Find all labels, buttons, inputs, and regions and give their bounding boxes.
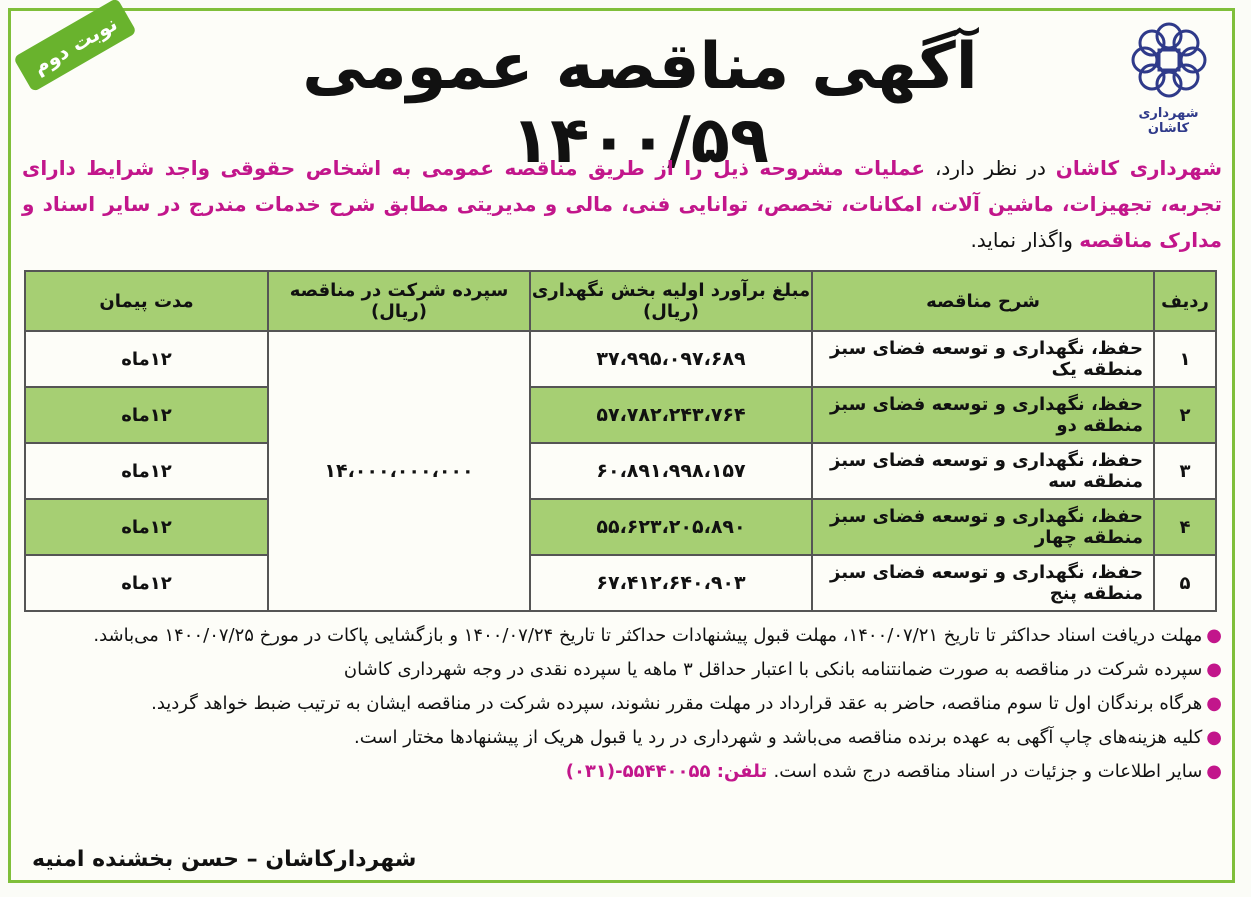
header-row-no: ردیف: [1154, 271, 1216, 331]
municipality-logo: [1121, 20, 1216, 140]
org-name: شهرداری کاشان: [1055, 156, 1222, 180]
phone-number: ۵۵۴۴۰۰۵۵-(۰۳۱): [565, 761, 711, 782]
deadline-text: مهلت دریافت اسناد حداکثر تا تاریخ ۱۴۰۰/۰۷/۲۱، مهلت قبول پیشنهادات حداکثر تا تاریخ ۱۴۰۰/۰۷/۲۴ و بازگشایی پاکات در مورخ ۱۴۰۰/۰۷/۲۵ می‌باشد.: [93, 625, 1203, 646]
intro-part-2: عملیات مشروحه ذیل را از طریق مناقصه عمومی به اشخاص حقوقی واجد شرایط دارای تجربه، تجهیزات، ماشین آلات، امکانات، تخصص، توانایی فنی، مالی و مدیریتی مطابق شرح خدمات مندرج در سایر اسناد و مدارک مناقصه: [22, 156, 1222, 252]
intro-paragraph: [22, 150, 1222, 258]
row-duration: ۱۲ماه: [25, 331, 268, 387]
header-amount: مبلغ برآورد اولیه بخش نگهداری (ریال): [530, 271, 812, 331]
bullet-icon: ●: [1206, 761, 1222, 782]
intro-part-3: واگذار نماید.: [970, 228, 1080, 252]
header-duration: مدت پیمان: [25, 271, 268, 331]
row-number: ۴: [1154, 499, 1216, 555]
row-duration: ۱۲ماه: [25, 499, 268, 555]
bullet-icon: ●: [1206, 693, 1222, 714]
bullet-icon: ●: [1206, 727, 1222, 748]
table-row: [25, 331, 1216, 387]
row-description: حفظ، نگهداری و توسعه فضای سبز منطقه سه: [812, 443, 1154, 499]
logo-icon: [1129, 20, 1209, 100]
signature: شهردارکاشان – حسن بخشنده امنیه: [32, 847, 417, 872]
row-description: حفظ، نگهداری و توسعه فضای سبز منطقه چهار: [812, 499, 1154, 555]
second-round-badge: نوبت دوم: [13, 0, 137, 92]
row-duration: ۱۲ماه: [25, 387, 268, 443]
row-description: حفظ، نگهداری و توسعه فضای سبز منطقه یک: [812, 331, 1154, 387]
info-text: سایر اطلاعات و جزئیات در اسناد مناقصه درج شده است.: [773, 761, 1203, 782]
row-amount: ۶۷،۴۱۲،۶۴۰،۹۰۳: [530, 555, 812, 611]
row-amount: ۵۷،۷۸۲،۲۴۳،۷۶۴: [530, 387, 812, 443]
deposit-text: سپرده شرکت در مناقصه به صورت ضمانتنامه بانکی با اعتبار حداقل ۳ ماهه یا سپرده نقدی در وجه شهرداری کاشان: [343, 659, 1203, 680]
bullet-icon: ●: [1206, 625, 1222, 646]
row-number: ۱: [1154, 331, 1216, 387]
table-row: [25, 499, 1216, 555]
costs-text: کلیه هزینه‌های چاپ آگهی به عهده برنده مناقصه می‌باشد و شهرداری در رد یا قبول هریک از پیشنهادها مختار است.: [354, 727, 1203, 748]
list-item: [22, 656, 1222, 684]
row-description: حفظ، نگهداری و توسعه فضای سبز منطقه دو: [812, 387, 1154, 443]
row-number: ۵: [1154, 555, 1216, 611]
intro-part-1: در نظر دارد،: [925, 156, 1056, 180]
page-title: آگهی مناقصه عمومی ۱۴۰۰/۵۹: [302, 30, 978, 178]
row-number: ۲: [1154, 387, 1216, 443]
row-amount: ۵۵،۶۲۳،۲۰۵،۸۹۰: [530, 499, 812, 555]
table-row: [25, 387, 1216, 443]
tender-table: [24, 270, 1217, 612]
header-deposit: سپرده شرکت در مناقصه (ریال): [268, 271, 530, 331]
table-row: [25, 443, 1216, 499]
logo-caption: شهرداری کاشان: [1138, 106, 1199, 136]
row-amount: ۳۷،۹۹۵،۰۹۷،۶۸۹: [530, 331, 812, 387]
row-amount: ۶۰،۸۹۱،۹۹۸،۱۵۷: [530, 443, 812, 499]
row-duration: ۱۲ماه: [25, 443, 268, 499]
bullet-icon: ●: [1206, 659, 1222, 680]
row-duration: ۱۲ماه: [25, 555, 268, 611]
header-desc: شرح مناقصه: [812, 271, 1154, 331]
list-item: [22, 690, 1222, 718]
list-item: [22, 724, 1222, 752]
conditions-list: [22, 622, 1222, 792]
deposit-value: ۱۴،۰۰۰،۰۰۰،۰۰۰: [268, 331, 530, 611]
row-number: ۳: [1154, 443, 1216, 499]
list-item: [22, 758, 1222, 786]
forfeit-text: هرگاه برندگان اول تا سوم مناقصه، حاضر به عقد قرارداد در مهلت مقرر نشوند، سپرده شرکت در مناقصه ایشان به ترتیب ضبط خواهد گردید.: [151, 693, 1203, 714]
table-row: [25, 555, 1216, 611]
row-description: حفظ، نگهداری و توسعه فضای سبز منطقه پنج: [812, 555, 1154, 611]
list-item: [22, 622, 1222, 650]
phone-label: تلفن:: [710, 761, 774, 782]
